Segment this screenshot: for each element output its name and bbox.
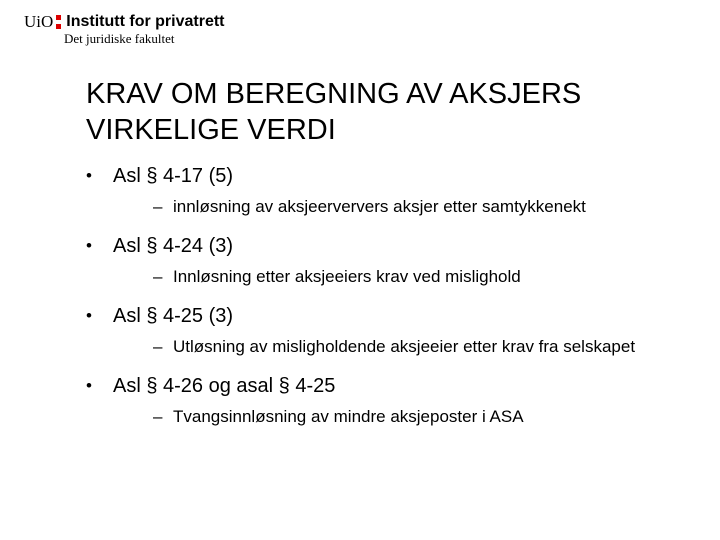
bullet-item: [86, 234, 686, 288]
sub-bullet-dash-icon: –: [153, 407, 163, 426]
faculty-name: Det juridiske fakultet: [64, 31, 175, 46]
sub-bullet-item: [153, 406, 686, 428]
bullet-dot-icon: •: [86, 376, 92, 395]
header-top-line: [24, 12, 225, 32]
bullet-dot-icon: •: [86, 306, 92, 325]
bullet-dot-icon: •: [86, 236, 92, 255]
sub-bullet-text: Utløsning av misligholdende aksjeeier etter krav fra selskapet: [173, 337, 636, 356]
slide-title-line-2: VIRKELIGE VERDI: [86, 114, 336, 146]
slide-title-line-1: KRAV OM BEREGNING AV AKSJERS: [86, 78, 582, 110]
bullet-text: Asl § 4-24 (3): [113, 235, 234, 257]
bullet-list: [86, 164, 686, 444]
slide-title: [86, 76, 696, 148]
sub-bullet-dash-icon: –: [153, 337, 163, 356]
sub-bullet-item: [153, 196, 686, 218]
bullet-item: [86, 304, 686, 358]
uio-logo-colon-icon: [56, 15, 61, 29]
bullet-text: Asl § 4-26 og asal § 4-25: [113, 375, 336, 397]
bullet-text: Asl § 4-17 (5): [113, 165, 234, 187]
uio-logo: UiO: [24, 12, 54, 31]
sub-bullet-text: innløsning av aksjeerververs aksjer etter samtykkenekt: [173, 197, 586, 216]
institute-name: Institutt for privatrett: [66, 13, 225, 30]
bullet-item: [86, 164, 686, 218]
header: [24, 12, 225, 47]
bullet-text: Asl § 4-25 (3): [113, 305, 234, 327]
sub-bullet-dash-icon: –: [153, 197, 163, 216]
sub-bullet-dash-icon: –: [153, 267, 163, 286]
bullet-item: [86, 374, 686, 428]
sub-bullet-text: Innløsning etter aksjeeiers krav ved mislighold: [173, 267, 521, 286]
bullet-dot-icon: •: [86, 166, 92, 185]
sub-bullet-item: [153, 336, 643, 358]
sub-bullet-text: Tvangsinnløsning av mindre aksjeposter i ASA: [173, 407, 524, 426]
sub-bullet-item: [153, 266, 686, 288]
